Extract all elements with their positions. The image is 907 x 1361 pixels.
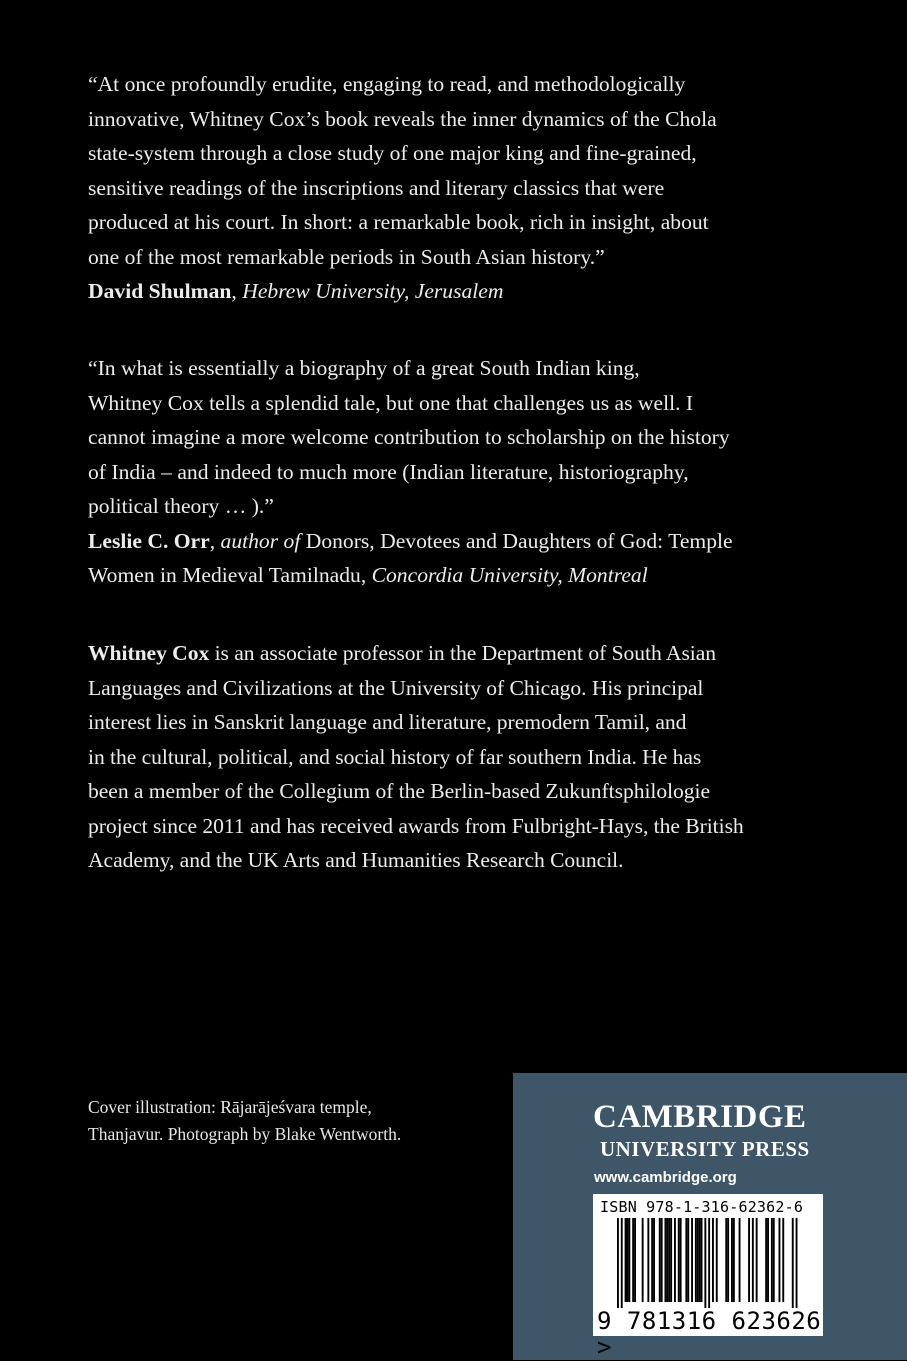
isbn-label: ISBN 978-1-316-62362-6 [600,1198,804,1216]
barcode-bar [685,1218,687,1302]
barcode-bar [756,1218,758,1302]
quote-line: “In what is essentially a biography of a great South Indian king, [88,356,640,380]
barcode-bar [752,1218,754,1302]
cover-credit [88,1094,401,1148]
quote-attribution [88,524,828,559]
bio-line: Languages and Civilizations at the University of Chicago. His principal [88,675,704,700]
barcode-bar [625,1218,627,1302]
reviewer-affiliation: Concordia University, Montreal [371,563,648,587]
bio-text: is an associate professor in the Department of South Asian [209,641,717,665]
barcode-bar [748,1218,750,1302]
quote-line: one of the most remarkable periods in South Asian history.” [88,244,605,269]
reviewer-work-title: Donors, Devotees and Daughters of God: Temple [300,528,733,553]
barcode-bar [716,1218,718,1302]
bio-line [88,636,828,671]
barcode-bar [668,1218,670,1302]
reviewer-affiliation: Hebrew University, Jerusalem [242,279,504,303]
barcode-bar [665,1218,667,1302]
quote-line: “At once profoundly erudite, engaging to read, and methodologically [88,72,686,96]
separator: , [360,563,372,587]
barcode-bar [792,1218,794,1308]
author-bio [88,636,828,878]
barcode-bar [653,1218,655,1302]
bio-line: in the cultural, political, and social history of far southern India. He has [88,744,702,769]
barcode-bar [617,1218,619,1308]
barcode-bar [621,1218,623,1308]
barcode-bar [708,1218,710,1308]
barcode-bar [782,1218,784,1302]
barcode-bar [739,1218,741,1302]
barcode-bar [695,1218,697,1302]
quote-line: cannot imagine a more welcome contribution to scholarship on the history [88,425,730,449]
author-name: Whitney Cox [88,641,210,665]
barcode-bar [733,1218,735,1302]
review-quote-1 [88,67,828,309]
barcode-bar [674,1218,676,1302]
publisher-url: www.cambridge.org [594,1169,737,1186]
barcode-bar [727,1218,729,1302]
bio-line: interest lies in Sanskrit language and literature, premodern Tamil, and [88,710,687,734]
barcode-bar [687,1218,689,1302]
barcode-bar [701,1218,703,1302]
barcode-bar [651,1218,653,1302]
reviewer-name: Leslie C. Orr [88,528,210,553]
barcode-bar [773,1218,775,1302]
barcode-bar [678,1218,680,1302]
barcode-bar [779,1218,781,1302]
barcode-bar [632,1218,634,1302]
quote-line: innovative, Whitney Cox’s book reveals the inner dynamics of the Chola [88,106,717,131]
credit-line: Thanjavur. Photograph by Blake Wentworth. [88,1124,402,1144]
bio-line: been a member of the Collegium of the Berlin-based Zukunftsphilologie [88,779,711,803]
quote-line: produced at his court. In short: a remarkable book, rich in insight, about [88,210,709,234]
barcode-bar [767,1218,769,1302]
barcode-bar [642,1218,644,1302]
quote-line: sensitive readings of the inscriptions and literary classics that were [88,175,665,200]
credit-line: Cover illustration: Rājarājeśvara temple, [88,1097,372,1117]
barcode-bar [634,1218,636,1302]
reviewer-name: David Shulman [88,279,232,303]
review-quote-2 [88,351,828,593]
quote-line: state-system through a close study of one major king and fine-grained, [88,141,697,165]
separator: , [209,528,221,553]
barcode-bar [661,1218,663,1302]
barcode-bar [765,1218,767,1302]
separator: , [231,279,243,303]
barcode-bar [666,1218,668,1302]
barcode-bar [670,1218,672,1302]
barcode-bar [627,1218,629,1302]
quote-line: Whitney Cox tells a splendid tale, but one that challenges us as well. I [88,390,694,415]
barcode-bar [796,1218,798,1308]
barcode-bar [628,1218,630,1302]
barcode-bars [599,1218,817,1308]
barcode-bar [691,1218,693,1302]
quote-attribution [88,274,828,309]
quote-line: of India – and indeed to much more (Indian literature, historiography, [88,459,689,484]
barcode-bar [704,1218,706,1308]
barcode-bar [647,1218,649,1302]
barcode [593,1194,823,1361]
barcode-digits: 9 781316 623626 > [597,1307,822,1361]
barcode-bar [731,1218,733,1302]
barcode-bar [697,1218,699,1302]
barcode-bar [680,1218,682,1302]
barcode-bar [771,1218,773,1302]
publisher-panel [513,1073,907,1360]
barcode-bar [725,1218,727,1302]
reviewer-work-title-cont: Women in Medieval Tamilnadu [88,563,361,587]
barcode-bar [699,1218,701,1302]
publisher-press: UNIVERSITY PRESS [600,1137,810,1161]
barcode-bar [712,1218,714,1302]
quote-attribution-cont [88,558,828,593]
reviewer-role: author of [220,528,301,553]
quote-line: political theory … ).” [88,494,274,518]
barcode-bar [659,1218,661,1302]
publisher-name: CAMBRIDGE [593,1099,807,1135]
bio-line: Academy, and the UK Arts and Humanities Research Council. [88,848,624,872]
bio-line: project since 2011 and has received awards from Fulbright-Hays, the British [88,813,744,838]
